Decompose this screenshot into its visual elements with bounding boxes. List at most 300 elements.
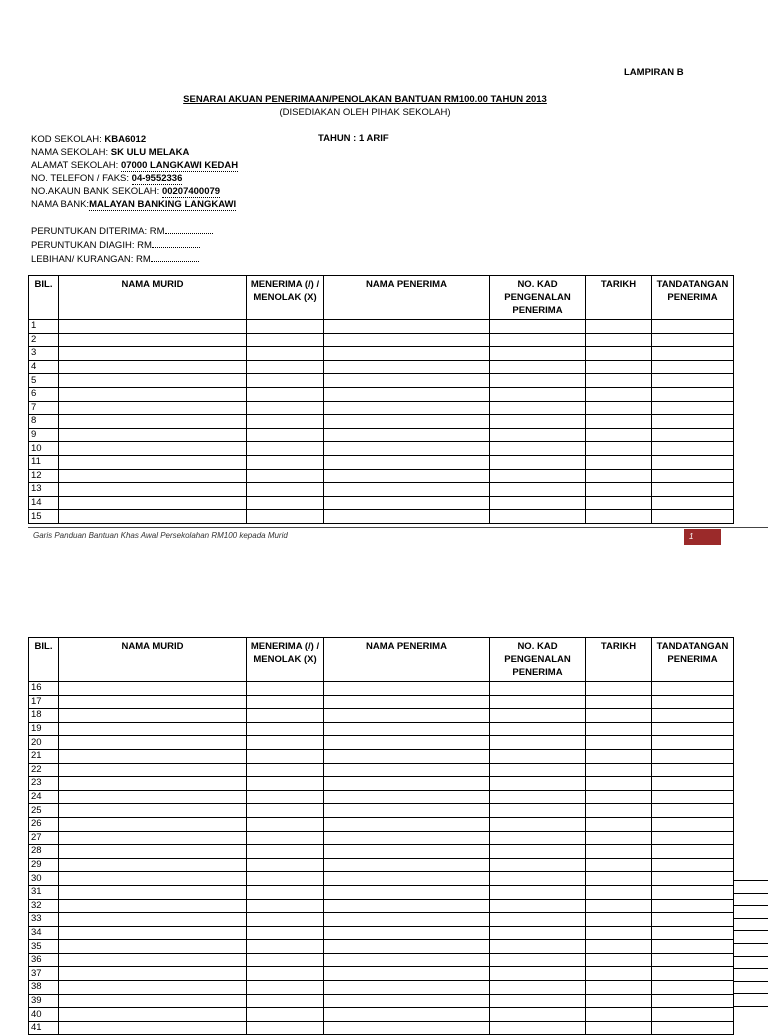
table-row (29, 981, 734, 995)
cell-nama-penerima[interactable] (324, 695, 490, 709)
cell-tandatangan[interactable] (652, 510, 734, 524)
document-title: SENARAI AKUAN PENERIMAAN/PENOLAKAN BANTUAN RM100.00 TAHUN 2013 (183, 94, 547, 105)
cell-nama-penerima[interactable] (324, 777, 490, 791)
cell-no-kad[interactable] (490, 709, 586, 723)
cell-tarikh[interactable] (586, 736, 652, 750)
cell-menerima[interactable] (247, 777, 324, 791)
cell-nama-penerima[interactable] (324, 736, 490, 750)
cell-bil: 34 (29, 926, 59, 940)
cell-menerima[interactable] (247, 682, 324, 696)
cell-tarikh[interactable] (586, 496, 652, 510)
nama-bank-line: NAMA BANK:MALAYAN BANKING LANGKAWI (31, 199, 237, 210)
cell-nama-murid[interactable] (59, 831, 247, 845)
cell-menerima[interactable] (247, 804, 324, 818)
cell-no-kad[interactable] (490, 722, 586, 736)
cell-tandatangan[interactable] (652, 483, 734, 497)
cell-no-kad[interactable] (490, 682, 586, 696)
cell-tandatangan[interactable] (652, 899, 734, 913)
cell-nama-penerima[interactable] (324, 817, 490, 831)
table-row (29, 845, 734, 859)
cell-menerima[interactable] (247, 913, 324, 927)
cell-no-kad[interactable] (490, 347, 586, 361)
cell-menerima[interactable] (247, 1021, 324, 1035)
kod-sekolah-value: KBA6012 (104, 134, 147, 145)
cell-no-kad[interactable] (490, 817, 586, 831)
cell-no-kad[interactable] (490, 777, 586, 791)
cell-nama-murid[interactable] (59, 885, 247, 899)
cell-tandatangan[interactable] (652, 333, 734, 347)
cell-tarikh[interactable] (586, 926, 652, 940)
cell-tarikh[interactable] (586, 967, 652, 981)
cell-nama-murid[interactable] (59, 913, 247, 927)
header-menerima: MENERIMA (/) / MENOLAK (X) (247, 638, 324, 682)
cell-nama-penerima[interactable] (324, 682, 490, 696)
header-nama-murid: NAMA MURID (59, 276, 247, 320)
cell-menerima[interactable] (247, 763, 324, 777)
cell-tarikh[interactable] (586, 455, 652, 469)
cell-tandatangan[interactable] (652, 967, 734, 981)
cell-tandatangan[interactable] (652, 496, 734, 510)
cell-menerima[interactable] (247, 469, 324, 483)
table-row (29, 763, 734, 777)
cell-no-kad[interactable] (490, 872, 586, 886)
cell-menerima[interactable] (247, 483, 324, 497)
cell-nama-penerima[interactable] (324, 926, 490, 940)
cell-tandatangan[interactable] (652, 953, 734, 967)
cell-bil: 16 (29, 682, 59, 696)
cell-tandatangan[interactable] (652, 428, 734, 442)
cell-menerima[interactable] (247, 845, 324, 859)
cell-nama-murid[interactable] (59, 496, 247, 510)
cell-nama-murid[interactable] (59, 845, 247, 859)
cell-bil: 7 (29, 401, 59, 415)
cell-no-kad[interactable] (490, 483, 586, 497)
cell-tandatangan[interactable] (652, 1008, 734, 1022)
cell-no-kad[interactable] (490, 885, 586, 899)
cell-no-kad[interactable] (490, 913, 586, 927)
cell-nama-murid[interactable] (59, 981, 247, 995)
cell-tarikh[interactable] (586, 401, 652, 415)
cell-no-kad[interactable] (490, 469, 586, 483)
cell-no-kad[interactable] (490, 981, 586, 995)
cell-no-kad[interactable] (490, 374, 586, 388)
header-bil: BIL. (29, 276, 59, 320)
cell-nama-murid[interactable] (59, 347, 247, 361)
cell-tandatangan[interactable] (652, 320, 734, 334)
cell-tarikh[interactable] (586, 1008, 652, 1022)
cell-no-kad[interactable] (490, 428, 586, 442)
cell-nama-penerima[interactable] (324, 994, 490, 1008)
table-row (29, 817, 734, 831)
cell-nama-murid[interactable] (59, 695, 247, 709)
cell-nama-murid[interactable] (59, 994, 247, 1008)
cell-nama-penerima[interactable] (324, 845, 490, 859)
cell-tarikh[interactable] (586, 483, 652, 497)
table-row (29, 401, 734, 415)
cell-nama-murid[interactable] (59, 967, 247, 981)
overflow-line (734, 1006, 768, 1019)
cell-tandatangan[interactable] (652, 709, 734, 723)
cell-menerima[interactable] (247, 510, 324, 524)
cell-nama-penerima[interactable] (324, 872, 490, 886)
cell-nama-murid[interactable] (59, 1021, 247, 1035)
cell-nama-murid[interactable] (59, 333, 247, 347)
table-row (29, 967, 734, 981)
cell-tandatangan[interactable] (652, 374, 734, 388)
cell-tandatangan[interactable] (652, 469, 734, 483)
cell-nama-penerima[interactable] (324, 967, 490, 981)
cell-nama-penerima[interactable] (324, 483, 490, 497)
cell-tarikh[interactable] (586, 831, 652, 845)
table-row (29, 899, 734, 913)
cell-tandatangan[interactable] (652, 777, 734, 791)
cell-menerima[interactable] (247, 455, 324, 469)
cell-bil: 15 (29, 510, 59, 524)
cell-no-kad[interactable] (490, 455, 586, 469)
cell-no-kad[interactable] (490, 899, 586, 913)
page-number-badge: 1 (684, 529, 721, 545)
cell-nama-murid[interactable] (59, 415, 247, 429)
cell-menerima[interactable] (247, 994, 324, 1008)
cell-nama-murid[interactable] (59, 777, 247, 791)
cell-tarikh[interactable] (586, 777, 652, 791)
cell-bil: 10 (29, 442, 59, 456)
cell-nama-murid[interactable] (59, 763, 247, 777)
cell-menerima[interactable] (247, 428, 324, 442)
cell-nama-murid[interactable] (59, 1008, 247, 1022)
cell-menerima[interactable] (247, 709, 324, 723)
cell-bil: 2 (29, 333, 59, 347)
cell-nama-murid[interactable] (59, 483, 247, 497)
cell-menerima[interactable] (247, 401, 324, 415)
cell-nama-murid[interactable] (59, 428, 247, 442)
cell-tarikh[interactable] (586, 763, 652, 777)
cell-menerima[interactable] (247, 415, 324, 429)
cell-bil: 17 (29, 695, 59, 709)
cell-menerima[interactable] (247, 347, 324, 361)
cell-nama-penerima[interactable] (324, 320, 490, 334)
cell-nama-penerima[interactable] (324, 790, 490, 804)
cell-tarikh[interactable] (586, 320, 652, 334)
cell-no-kad[interactable] (490, 442, 586, 456)
cell-tarikh[interactable] (586, 709, 652, 723)
cell-nama-penerima[interactable] (324, 401, 490, 415)
cell-tarikh[interactable] (586, 994, 652, 1008)
cell-tarikh[interactable] (586, 885, 652, 899)
cell-menerima[interactable] (247, 722, 324, 736)
cell-tarikh[interactable] (586, 845, 652, 859)
cell-nama-penerima[interactable] (324, 913, 490, 927)
cell-menerima[interactable] (247, 387, 324, 401)
cell-tandatangan[interactable] (652, 387, 734, 401)
cell-tandatangan[interactable] (652, 722, 734, 736)
header-no-kad: NO. KAD PENGENALAN PENERIMA (490, 276, 586, 320)
cell-tandatangan[interactable] (652, 749, 734, 763)
cell-no-kad[interactable] (490, 749, 586, 763)
cell-tarikh[interactable] (586, 872, 652, 886)
school-info (31, 133, 238, 211)
cell-tandatangan[interactable] (652, 682, 734, 696)
cell-nama-penerima[interactable] (324, 858, 490, 872)
cell-tandatangan[interactable] (652, 913, 734, 927)
cell-menerima[interactable] (247, 442, 324, 456)
cell-menerima[interactable] (247, 981, 324, 995)
cell-menerima[interactable] (247, 360, 324, 374)
cell-tarikh[interactable] (586, 981, 652, 995)
table-row (29, 1008, 734, 1022)
cell-no-kad[interactable] (490, 831, 586, 845)
cell-tandatangan[interactable] (652, 763, 734, 777)
recipient-table-page2 (28, 637, 734, 1035)
cell-no-kad[interactable] (490, 858, 586, 872)
cell-nama-penerima[interactable] (324, 347, 490, 361)
cell-menerima[interactable] (247, 496, 324, 510)
cell-no-kad[interactable] (490, 994, 586, 1008)
cell-tandatangan[interactable] (652, 872, 734, 886)
cell-nama-murid[interactable] (59, 510, 247, 524)
cell-tarikh[interactable] (586, 347, 652, 361)
cell-tarikh[interactable] (586, 899, 652, 913)
cell-nama-murid[interactable] (59, 926, 247, 940)
cell-no-kad[interactable] (490, 333, 586, 347)
cell-no-kad[interactable] (490, 940, 586, 954)
cell-no-kad[interactable] (490, 804, 586, 818)
table-row (29, 926, 734, 940)
overflow-line (734, 918, 768, 931)
table-row (29, 940, 734, 954)
cell-nama-murid[interactable] (59, 401, 247, 415)
cell-tarikh[interactable] (586, 695, 652, 709)
cell-menerima[interactable] (247, 320, 324, 334)
diterima-blank[interactable] (165, 224, 213, 234)
cell-tandatangan[interactable] (652, 790, 734, 804)
cell-nama-murid[interactable] (59, 736, 247, 750)
cell-tandatangan[interactable] (652, 831, 734, 845)
cell-bil: 24 (29, 790, 59, 804)
cell-tandatangan[interactable] (652, 940, 734, 954)
cell-nama-penerima[interactable] (324, 981, 490, 995)
cell-bil: 35 (29, 940, 59, 954)
cell-nama-penerima[interactable] (324, 360, 490, 374)
cell-tarikh[interactable] (586, 940, 652, 954)
cell-menerima[interactable] (247, 831, 324, 845)
cell-bil: 21 (29, 749, 59, 763)
cell-bil: 36 (29, 953, 59, 967)
cell-nama-penerima[interactable] (324, 831, 490, 845)
cell-tandatangan[interactable] (652, 401, 734, 415)
cell-nama-penerima[interactable] (324, 885, 490, 899)
cell-tarikh[interactable] (586, 442, 652, 456)
cell-nama-penerima[interactable] (324, 899, 490, 913)
cell-menerima[interactable] (247, 872, 324, 886)
cell-menerima[interactable] (247, 899, 324, 913)
cell-tandatangan[interactable] (652, 994, 734, 1008)
cell-tandatangan[interactable] (652, 845, 734, 859)
cell-nama-murid[interactable] (59, 469, 247, 483)
cell-no-kad[interactable] (490, 763, 586, 777)
lebihan-blank[interactable] (151, 252, 199, 262)
cell-nama-penerima[interactable] (324, 709, 490, 723)
cell-nama-penerima[interactable] (324, 496, 490, 510)
cell-no-kad[interactable] (490, 967, 586, 981)
cell-nama-murid[interactable] (59, 374, 247, 388)
cell-nama-penerima[interactable] (324, 804, 490, 818)
cell-tarikh[interactable] (586, 333, 652, 347)
table-row (29, 913, 734, 927)
cell-tarikh[interactable] (586, 790, 652, 804)
cell-nama-penerima[interactable] (324, 749, 490, 763)
lebihan-kurangan-line: LEBIHAN/ KURANGAN: RM (31, 252, 213, 266)
cell-nama-penerima[interactable] (324, 510, 490, 524)
cell-menerima[interactable] (247, 1008, 324, 1022)
cell-tandatangan[interactable] (652, 926, 734, 940)
cell-menerima[interactable] (247, 926, 324, 940)
cell-tandatangan[interactable] (652, 817, 734, 831)
cell-tandatangan[interactable] (652, 415, 734, 429)
cell-no-kad[interactable] (490, 1021, 586, 1035)
cell-no-kad[interactable] (490, 360, 586, 374)
cell-nama-penerima[interactable] (324, 415, 490, 429)
cell-no-kad[interactable] (490, 510, 586, 524)
diagih-blank[interactable] (152, 238, 200, 248)
cell-no-kad[interactable] (490, 320, 586, 334)
cell-tandatangan[interactable] (652, 1021, 734, 1035)
cell-no-kad[interactable] (490, 790, 586, 804)
cell-menerima[interactable] (247, 736, 324, 750)
cell-menerima[interactable] (247, 695, 324, 709)
cell-tarikh[interactable] (586, 510, 652, 524)
cell-menerima[interactable] (247, 749, 324, 763)
cell-tarikh[interactable] (586, 817, 652, 831)
cell-tandatangan[interactable] (652, 981, 734, 995)
cell-no-kad[interactable] (490, 401, 586, 415)
table-row (29, 387, 734, 401)
cell-tandatangan[interactable] (652, 695, 734, 709)
cell-nama-murid[interactable] (59, 804, 247, 818)
cell-nama-penerima[interactable] (324, 428, 490, 442)
cell-nama-murid[interactable] (59, 899, 247, 913)
cell-nama-murid[interactable] (59, 442, 247, 456)
cell-bil: 28 (29, 845, 59, 859)
cell-menerima[interactable] (247, 953, 324, 967)
cell-bil: 23 (29, 777, 59, 791)
overflow-column (734, 880, 768, 1019)
cell-nama-murid[interactable] (59, 817, 247, 831)
cell-tarikh[interactable] (586, 1021, 652, 1035)
cell-nama-murid[interactable] (59, 360, 247, 374)
cell-nama-penerima[interactable] (324, 374, 490, 388)
cell-tandatangan[interactable] (652, 347, 734, 361)
cell-no-kad[interactable] (490, 1008, 586, 1022)
header-nama-penerima: NAMA PENERIMA (324, 638, 490, 682)
overflow-line (734, 981, 768, 994)
cell-no-kad[interactable] (490, 926, 586, 940)
cell-menerima[interactable] (247, 940, 324, 954)
cell-nama-murid[interactable] (59, 858, 247, 872)
cell-nama-penerima[interactable] (324, 1008, 490, 1022)
cell-tarikh[interactable] (586, 804, 652, 818)
footer-text: Garis Panduan Bantuan Khas Awal Persekolahan RM100 kepada Murid (33, 531, 288, 540)
cell-nama-murid[interactable] (59, 387, 247, 401)
cell-nama-murid[interactable] (59, 940, 247, 954)
cell-nama-penerima[interactable] (324, 722, 490, 736)
alamat-sekolah-value: 07000 LANGKAWI KEDAH (120, 160, 239, 171)
cell-nama-murid[interactable] (59, 953, 247, 967)
cell-menerima[interactable] (247, 817, 324, 831)
cell-nama-penerima[interactable] (324, 940, 490, 954)
cell-menerima[interactable] (247, 967, 324, 981)
cell-tarikh[interactable] (586, 374, 652, 388)
cell-menerima[interactable] (247, 858, 324, 872)
cell-tarikh[interactable] (586, 469, 652, 483)
cell-tandatangan[interactable] (652, 736, 734, 750)
cell-nama-murid[interactable] (59, 872, 247, 886)
cell-bil: 25 (29, 804, 59, 818)
cell-nama-penerima[interactable] (324, 1021, 490, 1035)
cell-bil: 14 (29, 496, 59, 510)
cell-no-kad[interactable] (490, 845, 586, 859)
cell-nama-penerima[interactable] (324, 763, 490, 777)
cell-tarikh[interactable] (586, 858, 652, 872)
cell-tarikh[interactable] (586, 428, 652, 442)
cell-menerima[interactable] (247, 333, 324, 347)
cell-tandatangan[interactable] (652, 442, 734, 456)
table-row (29, 777, 734, 791)
table-row (29, 953, 734, 967)
cell-nama-penerima[interactable] (324, 455, 490, 469)
cell-tarikh[interactable] (586, 387, 652, 401)
cell-nama-murid[interactable] (59, 455, 247, 469)
cell-no-kad[interactable] (490, 415, 586, 429)
cell-no-kad[interactable] (490, 387, 586, 401)
cell-no-kad[interactable] (490, 695, 586, 709)
cell-tandatangan[interactable] (652, 360, 734, 374)
cell-nama-penerima[interactable] (324, 953, 490, 967)
cell-nama-murid[interactable] (59, 749, 247, 763)
cell-nama-murid[interactable] (59, 790, 247, 804)
cell-menerima[interactable] (247, 790, 324, 804)
cell-no-kad[interactable] (490, 953, 586, 967)
cell-nama-murid[interactable] (59, 320, 247, 334)
cell-tarikh[interactable] (586, 360, 652, 374)
table-row (29, 333, 734, 347)
cell-tandatangan[interactable] (652, 858, 734, 872)
cell-menerima[interactable] (247, 885, 324, 899)
cell-nama-penerima[interactable] (324, 442, 490, 456)
cell-tarikh[interactable] (586, 682, 652, 696)
cell-tarikh[interactable] (586, 749, 652, 763)
cell-tarikh[interactable] (586, 913, 652, 927)
cell-tandatangan[interactable] (652, 804, 734, 818)
cell-tarikh[interactable] (586, 722, 652, 736)
cell-tandatangan[interactable] (652, 455, 734, 469)
cell-menerima[interactable] (247, 374, 324, 388)
cell-nama-penerima[interactable] (324, 333, 490, 347)
cell-no-kad[interactable] (490, 736, 586, 750)
cell-no-kad[interactable] (490, 496, 586, 510)
cell-tarikh[interactable] (586, 953, 652, 967)
cell-tandatangan[interactable] (652, 885, 734, 899)
cell-nama-penerima[interactable] (324, 469, 490, 483)
cell-nama-murid[interactable] (59, 709, 247, 723)
cell-bil: 19 (29, 722, 59, 736)
cell-nama-penerima[interactable] (324, 387, 490, 401)
cell-nama-murid[interactable] (59, 682, 247, 696)
cell-nama-murid[interactable] (59, 722, 247, 736)
header-bil: BIL. (29, 638, 59, 682)
cell-tarikh[interactable] (586, 415, 652, 429)
overflow-line (734, 943, 768, 956)
